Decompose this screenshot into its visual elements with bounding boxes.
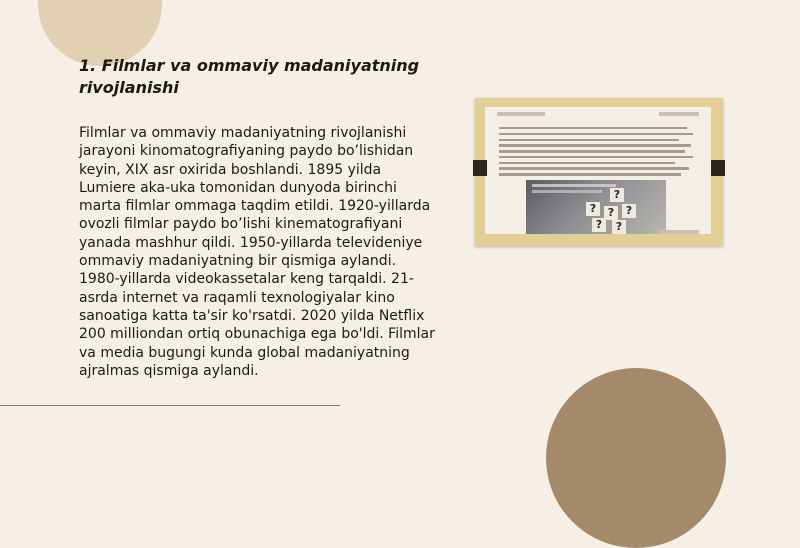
question-mark-icon: ?: [604, 206, 618, 220]
question-mark-icon: ?: [622, 204, 636, 218]
image-photo: [526, 180, 666, 234]
question-mark-icon: ?: [610, 188, 624, 202]
slide-body-text: Filmlar va ommaviy madaniyatning rivojlanishi jarayoni kinomatografiyaning paydo bo’lishidan keyin, XIX asr oxirida boshlandi. 1895 yilda Lumiere aka-uka tomonidan dunyoda birinchi marta filmlar ommaga taqdim etildi. 1920-yillarda ovozli filmlar paydo bo’lishi kinematografiyani yanada mashhur qildi. 1950-yillarda televideniye ommaviy madaniyatning bir qismiga aylandi. 1980-yillarda videokassetalar keng tarqaldi. 21-asrda internet va raqamli texnologiyalar kino sanoatiga katta ta'sir ko'rsatdi. 2020 yilda Netflix 200 milliondan ortiq obunachiga ega bo'ldi. Filmlar va media bugungi kunda global madaniyatning ajralmas qismiga aylandi.: [79, 125, 435, 379]
image-right-marker: [711, 160, 725, 176]
slide-image: [475, 98, 723, 246]
decorative-circle-bottom: [546, 368, 726, 548]
question-mark-icon: ?: [592, 218, 606, 232]
image-paper: [485, 107, 711, 234]
image-footer-strip: [659, 230, 699, 234]
image-left-marker: [473, 160, 487, 176]
image-text-lines: [499, 127, 695, 179]
slide-title: 1. Filmlar va ommaviy madaniyatning rivojlanishi: [79, 56, 420, 97]
image-header-strip: [497, 109, 699, 119]
question-mark-icon: ?: [612, 220, 626, 234]
divider-line: [0, 405, 340, 406]
question-mark-icon: ?: [586, 202, 600, 216]
